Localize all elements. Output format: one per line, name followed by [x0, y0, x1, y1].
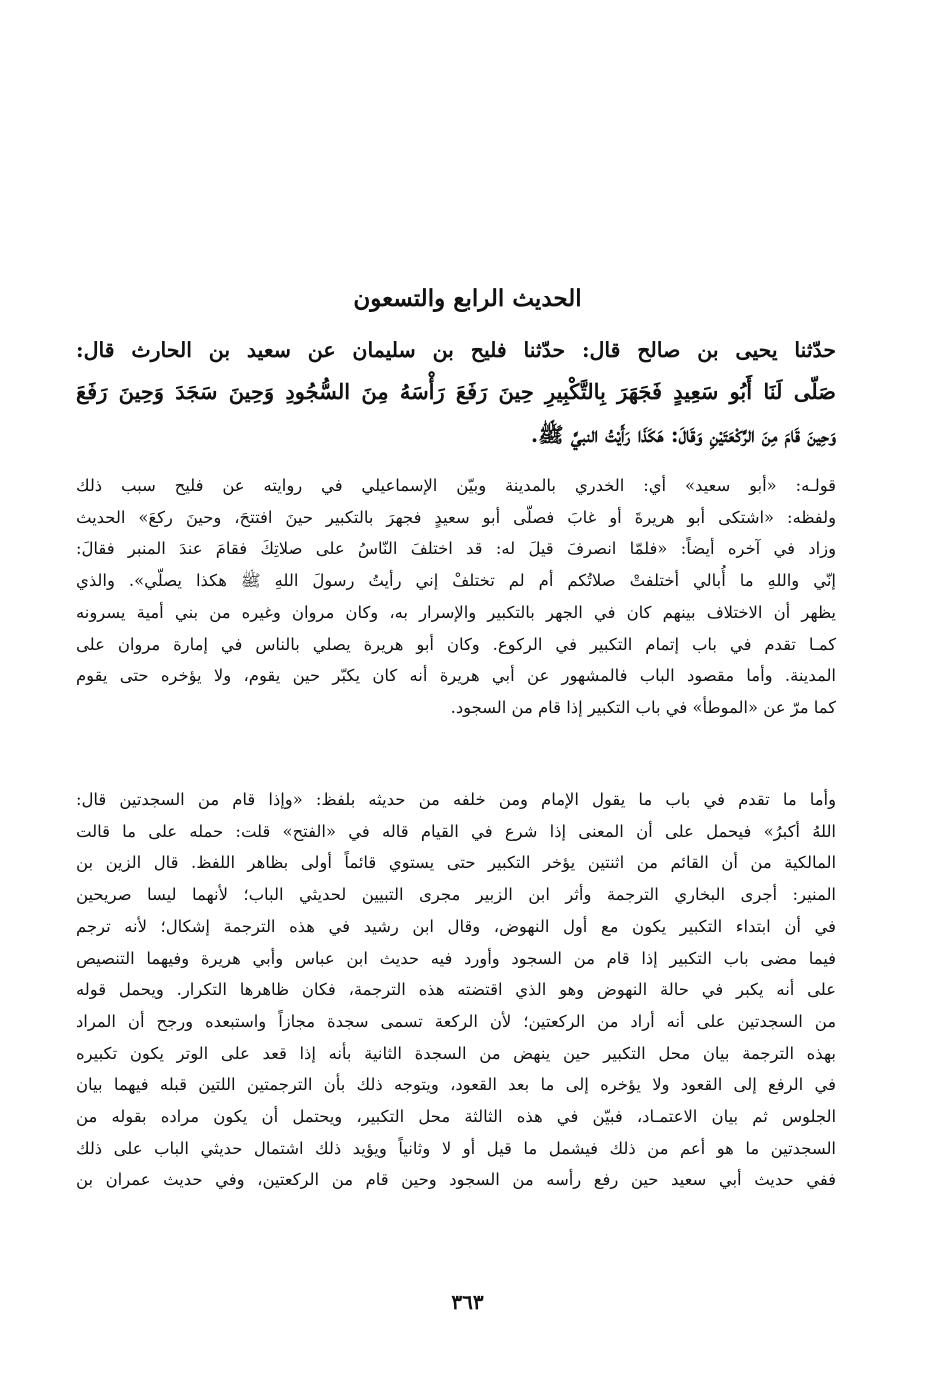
chapter-title: الحديث الرابع والتسعون: [353, 285, 582, 312]
text-line: قولـه: «أبو سعيد» أي: الخدري بالمدينة وبيّن الإسماعيلي في روايته عن فليح سبب ذلك: [76, 476, 836, 495]
text-line: في الرفع إلى القعود ولا يؤخره إلى ما بعد القعود، ويتوجه ذلك بأن الترجمتين اللتين قبله فيهما بيان: [76, 1075, 836, 1095]
text-line: من السجدتين على أنه أراد من الركعتين؛ لأن الركعة تسمى سجدة مجازاً واستبعده ورجح أن المراد: [76, 1011, 836, 1031]
text-line: على أنه يكبر في حالة النهوض وهو الذي اقتضته هذه الترجمة، فكان ظاهرها التكرار. ويحمل قوله: [76, 980, 836, 1000]
commentary-paragraph-2: [76, 784, 836, 1196]
text-line: بهذه الترجمة بيان محل التكبير حين ينهض من السجدة الثانية بأنه إذا قعد على الوتر يكون تكبيره: [76, 1043, 836, 1063]
text-line: الجلوس ثم بيان الاعتمـاد، فبيّن في هذه الثالثة محل التكبير، ويحتمل أن يكون مراده بقوله من: [76, 1107, 836, 1127]
hadith-text: [76, 330, 836, 456]
text-line: السجدتين ما هو أعم من ذلك فيشمل ما قيل أو لا وثانياً ويؤيد ذلك اشتمال حديثي الباب على ذلك: [76, 1138, 836, 1158]
text-line: اللهُ أكبرُ» فيحمل على أن المعنى إذا شرع في القيام قاله في «الفتح» قلت: حمله على ما قالت: [76, 821, 836, 841]
text-line: فيما مضى باب التكبير إذا قام من السجود وأورد فيه حديث ابن عباس وأبي هريرة وفيهما التنصيص: [76, 948, 836, 968]
text-line: كما مرّ عن «الموطأ» في باب التكبير إذا قام من السجود.: [450, 697, 836, 717]
hadith-matn-line: وَحِينَ قَامَ مِنَ الرَّكْعَتَيْنِ وَقَالَ: هَكَذَا رَأَيْتُ النبيَّ ﷺ.: [530, 422, 836, 447]
text-line: إنّي واللهِ ما أُبالي أختلفتْ صلاتُكم أم لم تختلفْ إني رأيتُ رسولَ اللهِ ﷺ هكذا يصلّي». والذي: [76, 571, 836, 591]
text-line: وزاد في آخره أيضاً: «فلمّا انصرفَ قيلَ له: قد اختلفَ النّاسُ على صلاتِكَ فقامَ عندَ المنبر فقالَ:: [76, 539, 836, 559]
hadith-matn-line: صَلّى لَنَا أَبُو سَعِيدٍ فَجَهَرَ بِالتَّكْبِيرِ حِينَ رَفَعَ رَأْسَهُ مِنَ السُّجُودِ وَحِينَ سَجَدَ وَحِينَ رَفَعَ: [76, 379, 836, 404]
text-line: المدينة. وأما مقصود الباب فالمشهور عن أبي هريرة أنه كان يكبّر حين يقوم، ولا يؤخره حتى يقوم: [76, 666, 836, 686]
text-line: المالكية من أن القائم من اثنتين يؤخر التكبير حتى يستوي قائماً أولى بظاهر اللفظ. قال الزين بن: [76, 853, 836, 873]
text-line: كمـا تقدم في باب إتمام التكبير في الركوع. وكان أبو هريرة يصلي بالناس في إمارة مروان على: [76, 634, 836, 654]
commentary-paragraph-1: [76, 470, 836, 724]
page-number: ٣٦٣: [451, 1290, 484, 1314]
hadith-isnad: حدّثنا يحيى بن صالح قال: حدّثنا فليح بن سليمان عن سعيد بن الحارث قال:: [76, 338, 836, 362]
text-line: ففي حديث أبي سعيد حين رفع رأسه من السجود وحين قام من الركعتين، وفي حديث عمران بن: [76, 1170, 836, 1190]
text-line: يظهر أن الاختلاف بينهم كان في الجهر بالتكبير والإسرار به، وكان مروان وغيره من بني أمية يسرونه: [76, 602, 836, 622]
text-line: المنير: أجرى البخاري الترجمة وأثر ابن الزبير مجرى التبيين لحديثي الباب؛ لأنهما ليسا صريحين: [76, 885, 836, 905]
text-line: في أن ابتداء التكبير يكون مع أول النهوض، وقال ابن رشيد في هذه الترجمة إشكال؛ لأنه ترجم: [76, 916, 836, 936]
text-line: ولفظه: «اشتكى أبو هريرةَ أو غابَ فصلّى أبو سعيدٍ فجهرَ بالتكبير حينَ افتتحَ، وحينَ ركعَ» الحديث: [76, 507, 836, 527]
text-line: وأما ما تقدم في باب ما يقول الإمام ومن خلفه من حديثه بلفظ: «وإذا قام من السجدتين قال:: [76, 790, 836, 809]
